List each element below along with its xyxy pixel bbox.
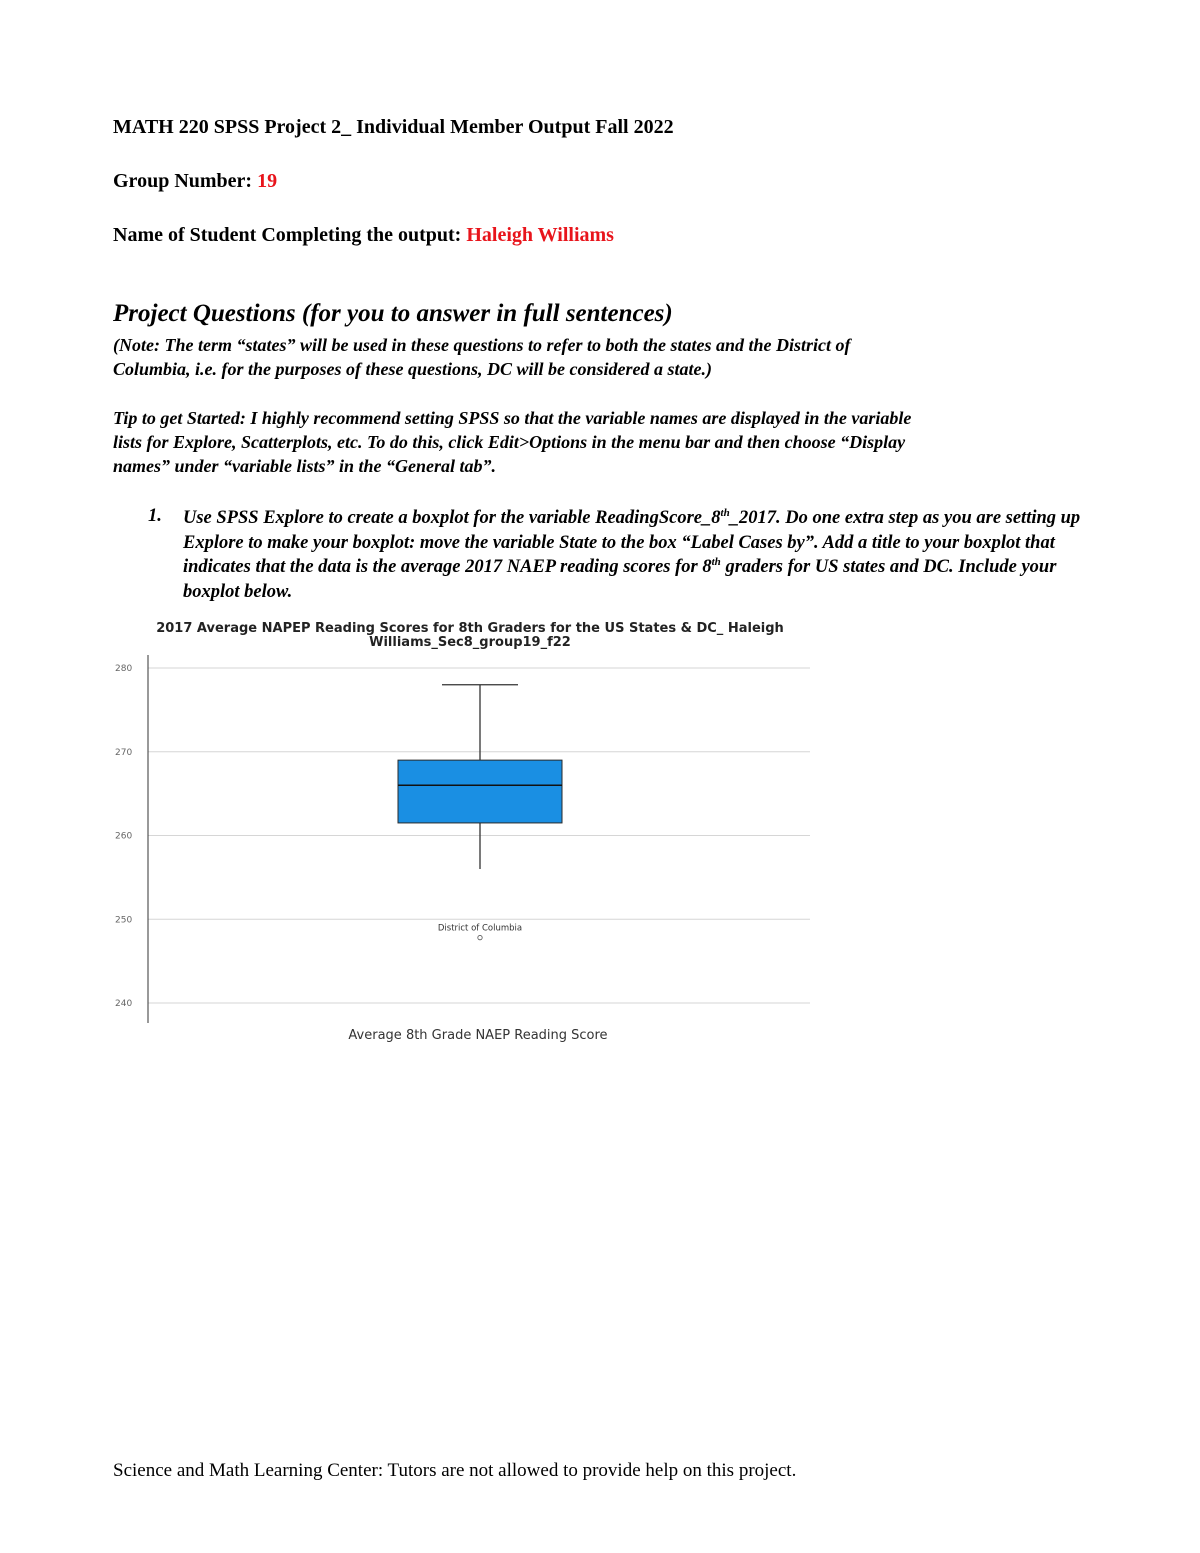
tip-line: names” under “variable lists” in the “General tab”. — [113, 456, 497, 476]
x-axis-label: Average 8th Grade NAEP Reading Score — [348, 1028, 608, 1043]
y-tick-label: 240 — [115, 999, 133, 1009]
group-number-line — [113, 170, 277, 193]
question-text — [183, 506, 1103, 604]
footer-note: Science and Math Learning Center: Tutors are not allowed to provide help on this project. — [113, 1460, 797, 1481]
note-line: Columbia, i.e. for the purposes of these questions, DC will be considered a state.) — [113, 359, 713, 379]
group-number-label: Group Number: — [113, 170, 253, 192]
y-tick-label: 260 — [115, 831, 133, 842]
ordinal-suffix: th — [720, 506, 730, 519]
ordinal-suffix: th — [711, 555, 721, 568]
y-tick-label: 280 — [115, 664, 133, 674]
section-heading: Project Questions (for you to answer in full sentences) — [113, 300, 673, 327]
y-tick-label: 250 — [115, 915, 133, 926]
chart-title-line: Williams_Sec8_group19_f22 — [369, 635, 571, 650]
y-tick-label: 270 — [115, 747, 133, 758]
chart-title-line: 2017 Average NAPEP Reading Scores for 8th Graders for the US States & DC_ Haleigh — [156, 621, 784, 636]
boxplot-chart — [100, 615, 820, 1045]
gridlines — [148, 668, 810, 1003]
question-text-part: _2017. Do one extra step as you are setting up Explore to make your boxplot: move the variable State to the box “Label Cases by”. Add a title to your boxplot that indicates that the data is the average 2017 NAEP reading scores for 8 — [183, 508, 1081, 577]
y-tick-labels — [115, 664, 132, 1009]
tip-line: Tip to get Started: I highly recommend setting SPSS so that the variable names are displayed in the variable — [113, 408, 912, 428]
question-number: 1. — [148, 506, 162, 526]
question-text-part: graders for US states and DC. Include your boxplot below. — [183, 557, 1057, 602]
outlier-point — [478, 935, 482, 939]
tip-paragraph — [113, 406, 1093, 478]
group-number-value: 19 — [257, 170, 278, 192]
student-name-label: Name of Student Completing the output: — [113, 224, 462, 246]
iqr-box — [398, 760, 562, 823]
student-name-value: Haleigh Williams — [466, 224, 614, 246]
tip-line: lists for Explore, Scatterplots, etc. To do this, click Edit>Options in the menu bar and then choose “Display — [113, 432, 906, 452]
question-text-part: Use SPSS Explore to create a boxplot for the variable ReadingScore_8 — [183, 508, 721, 528]
document-title: MATH 220 SPSS Project 2_ Individual Member Output Fall 2022 — [113, 116, 674, 138]
outlier-label: District of Columbia — [437, 923, 523, 934]
student-name-line — [113, 224, 614, 247]
note-paragraph — [113, 333, 1093, 381]
box-group — [398, 685, 562, 940]
note-line: (Note: The term “states” will be used in these questions to refer to both the states and the District of — [113, 335, 851, 355]
